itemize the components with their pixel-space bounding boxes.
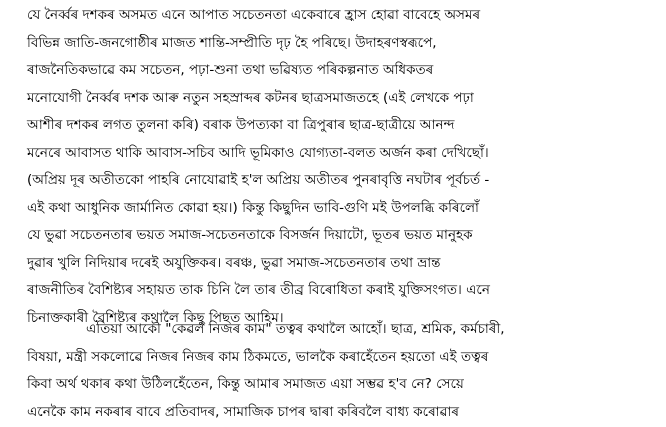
- text-line: ৰাজনৈতিকভাৱে কম সচেতন, পঢ়া-শুনা তথা ভৱিষ্যত পৰিকল্পনাত অধিকতৰ: [27, 62, 434, 78]
- text-line: কিবা অৰ্থ থকাৰ কথা উঠিলহেঁতেন, কিন্তু আমাৰ সমাজত এয়া সম্ভৱ হ'ব নে? সেয়ে: [27, 376, 464, 392]
- text-line: চিনাক্তকাৰী বৈশিষ্ট্যৰ কথালৈ কিছু পিছত আহিম।: [27, 309, 284, 326]
- text-line: যে ভুৱা সচেতনতাৰ ভয়ত সমাজ-সচেতনতাকে বিসৰ্জন দিয়াটো, ভূতৰ ভয়ত মানুহক: [27, 227, 473, 243]
- text-line: এতিয়া আকৌ "কেৱল নিজৰ কাম" তত্বৰ কথালৈ আহোঁ। ছাত্ৰ, শ্ৰমিক, কৰ্মচাৰী,: [86, 321, 505, 337]
- text-line: দুৱাৰ খুলি নিদিয়াৰ দৰেই অযুক্তিকৰ। বৰঞ্চ, ভুৱা সমাজ-সচেতনতাৰ তথা ভ্ৰান্ত: [27, 254, 441, 271]
- text-line: বিভিন্ন জাতি-জনগোষ্ঠীৰ মাজত শান্তি-সম্প্ৰীতি দৃঢ় হৈ পৰিছে। উদাহৰণস্বৰূপে,: [27, 34, 437, 51]
- text-line: এনেকৈ কাম নকৰাৰ বাবে প্ৰতিবাদৰ, সামাজিক চাপৰ দ্বাৰা কৰিবলৈ বাধ্য কৰোৱাৰ: [27, 403, 460, 420]
- paragraph-2: [0, 316, 666, 426]
- text-line: যে নৈৰ্ব্বৰ দশকৰ অসমত এনে আপাত সচেতনতা একেবাৰে হ্ৰাস হোৱা বাবেহে অসমৰ: [27, 7, 481, 23]
- text-line: মনোযোগী নৈৰ্ব্বৰ দশক আৰু নতুন সহস্ৰাব্দৰ কটনৰ ছাত্ৰসমাজতহে (এই লেখকে পঢ়া: [27, 89, 474, 106]
- text-line: মনেৰে আবাসত থাকি আবাস-সচিব আদি ভূমিকাও যোগ্যতা-বলত অৰ্জন কৰা দেখিছোঁ।: [27, 144, 489, 161]
- text-line: আশীৰ দশকৰ লগত তুলনা কৰি) বৰাক উপত্যকা বা ত্ৰিপুৰাৰ ছাত্ৰ-ছাত্ৰীয়ে আনন্দ: [27, 117, 455, 133]
- text-line: (অপ্ৰিয় দূৰ অতীতকো পাহৰি নোযোৱাই হ'ল অপ্ৰিয় অতীতৰ পুনৰাবৃত্তি নঘটাৰ পূৰ্বচৰ্ত -: [27, 172, 490, 188]
- text-line: এই কথা আধুনিক জাৰ্মানিত কোৱা হয়।) কিন্তু কিছুদিন ভাবি-গুণি মই উপলব্ধি কৰিলোঁ: [27, 199, 479, 216]
- paragraph-1: [0, 2, 666, 332]
- text-line: বিষয়া, মন্ত্ৰী সকলোৱে নিজৰ নিজৰ কাম ঠিকমতে, ভালকৈ কৰাহেঁতেন হয়তো এই তত্বৰ: [27, 348, 489, 365]
- text-line: ৰাজনীতিৰ বৈশিষ্ট্যৰ সহায়ত তাক চিনি লৈ তাৰ তীব্ৰ বিৰোধিতা কৰাই যুক্তিসংগত। এনে: [27, 282, 490, 298]
